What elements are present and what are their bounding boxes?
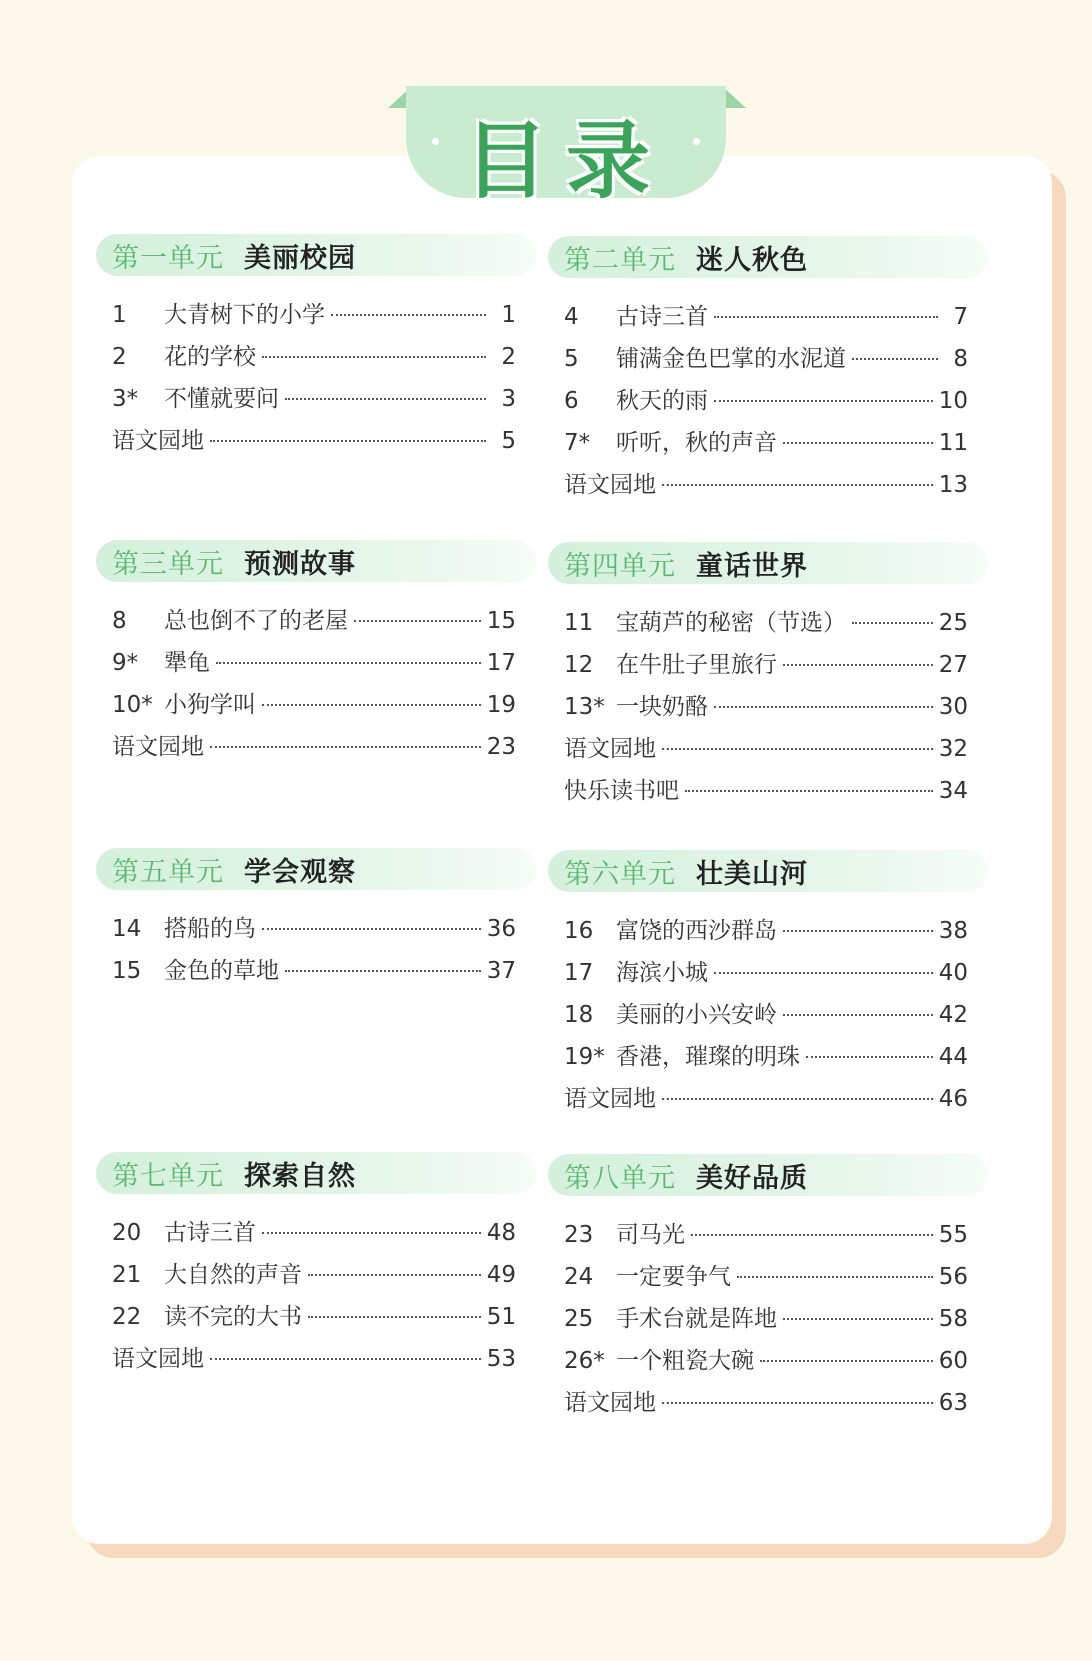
unit-entries (548, 604, 988, 814)
toc-entry (564, 772, 968, 814)
dot-leader (691, 1234, 933, 1236)
page-number: 7 (953, 304, 968, 330)
unit-header (548, 542, 988, 584)
toc-entry (112, 1214, 516, 1256)
unit-name: 迷人秋色 (696, 244, 808, 276)
unit-name: 探索自然 (244, 1160, 356, 1192)
lesson-title: 富饶的西沙群岛 (616, 918, 777, 944)
lesson-number: 17 (564, 960, 594, 986)
unit-name: 美好品质 (696, 1162, 808, 1194)
unit-number: 第六单元 (564, 858, 676, 890)
dot-leader (331, 314, 486, 316)
dot-leader (783, 1318, 933, 1320)
lesson-number: 15 (112, 958, 142, 984)
toc-entry (112, 422, 516, 464)
toc-entry (112, 296, 516, 338)
dot-leader (714, 316, 938, 318)
lesson-number: 13* (564, 694, 605, 720)
page-number: 11 (938, 430, 968, 456)
lesson-title: 一个粗瓷大碗 (616, 1348, 754, 1374)
lesson-title: 语文园地 (112, 428, 204, 454)
dot-leader (737, 1276, 933, 1278)
lesson-title: 大自然的声音 (164, 1262, 302, 1288)
dot-leader (285, 398, 486, 400)
unit-entries (548, 1216, 988, 1426)
dot-leader (210, 1358, 481, 1360)
page-number: 3 (501, 386, 516, 412)
dot-leader (216, 662, 481, 664)
lesson-number: 21 (112, 1262, 142, 1288)
lesson-number: 12 (564, 652, 594, 678)
unit-number: 第二单元 (564, 244, 676, 276)
page-number: 23 (486, 734, 516, 760)
page-number: 55 (938, 1222, 968, 1248)
unit-section (548, 1154, 988, 1426)
page-number: 38 (938, 918, 968, 944)
lesson-title: 美丽的小兴安岭 (616, 1002, 777, 1028)
toc-entry (564, 1300, 968, 1342)
dot-leader (262, 1232, 481, 1234)
dot-leader (783, 664, 933, 666)
unit-number: 第一单元 (112, 242, 224, 274)
toc-entry (564, 1038, 968, 1080)
dot-leader (783, 930, 933, 932)
lesson-title: 古诗三首 (616, 304, 708, 330)
unit-name: 童话世界 (696, 550, 808, 582)
page-number: 19 (486, 692, 516, 718)
page-number: 17 (486, 650, 516, 676)
dot-leader (285, 970, 481, 972)
lesson-title: 香港，璀璨的明珠 (616, 1044, 800, 1070)
toc-entry (564, 466, 968, 508)
unit-section (548, 236, 988, 508)
dot-leader (714, 400, 933, 402)
unit-header (548, 850, 988, 892)
lesson-title: 一块奶酪 (616, 694, 708, 720)
unit-entries (96, 1214, 536, 1382)
lesson-title: 宝葫芦的秘密（节选） (616, 610, 846, 636)
lesson-number: 5 (564, 346, 579, 372)
lesson-title: 快乐读书吧 (564, 778, 679, 804)
unit-name: 美丽校园 (244, 242, 356, 274)
page-number: 53 (486, 1346, 516, 1372)
unit-number: 第七单元 (112, 1160, 224, 1192)
unit-entries (548, 298, 988, 508)
unit-header (548, 236, 988, 278)
lesson-title: 大青树下的小学 (164, 302, 325, 328)
unit-section (96, 540, 536, 770)
lesson-number: 7* (564, 430, 591, 456)
page-number: 42 (938, 1002, 968, 1028)
decorative-dot (693, 138, 700, 145)
dot-leader (662, 1402, 933, 1404)
toc-entry (564, 646, 968, 688)
lesson-title: 语文园地 (564, 472, 656, 498)
toc-entry (112, 1256, 516, 1298)
unit-number: 第五单元 (112, 856, 224, 888)
decorative-dot (432, 138, 439, 145)
toc-entry (564, 1342, 968, 1384)
lesson-title: 语文园地 (112, 734, 204, 760)
dot-leader (262, 928, 481, 930)
toc-entry (564, 604, 968, 646)
title-tab (406, 86, 726, 210)
lesson-title: 铺满金色巴掌的水泥道 (616, 346, 846, 372)
lesson-number: 3* (112, 386, 139, 412)
lesson-number: 24 (564, 1264, 594, 1290)
page-number: 34 (938, 778, 968, 804)
page-title: 目录 (463, 112, 668, 210)
toc-entry (564, 1216, 968, 1258)
dot-leader (662, 1098, 933, 1100)
toc-entry (564, 1384, 968, 1426)
lesson-title: 在牛肚子里旅行 (616, 652, 777, 678)
lesson-number: 9* (112, 650, 139, 676)
lesson-number: 26* (564, 1348, 605, 1374)
toc-entry (112, 338, 516, 380)
lesson-title: 语文园地 (112, 1346, 204, 1372)
unit-section (96, 1152, 536, 1382)
page-number: 60 (938, 1348, 968, 1374)
unit-entries (96, 296, 536, 464)
lesson-title: 一定要争气 (616, 1264, 731, 1290)
page-number: 25 (938, 610, 968, 636)
lesson-number: 1 (112, 302, 127, 328)
lesson-title: 秋天的雨 (616, 388, 708, 414)
dot-leader (210, 746, 481, 748)
lesson-title: 花的学校 (164, 344, 256, 370)
unit-number: 第八单元 (564, 1162, 676, 1194)
unit-number: 第四单元 (564, 550, 676, 582)
unit-header (96, 1152, 536, 1194)
toc-entry (112, 1340, 516, 1382)
unit-header (548, 1154, 988, 1196)
toc-entry (564, 298, 968, 340)
dot-leader (262, 356, 486, 358)
toc-entry (564, 382, 968, 424)
unit-section (96, 234, 536, 464)
unit-section (96, 848, 536, 994)
unit-entries (96, 910, 536, 994)
lesson-number: 8 (112, 608, 127, 634)
toc-entry (564, 1080, 968, 1122)
dot-leader (783, 442, 933, 444)
lesson-number: 20 (112, 1220, 142, 1246)
unit-section (548, 542, 988, 814)
unit-name: 壮美山河 (696, 858, 808, 890)
lesson-title: 搭船的鸟 (164, 916, 256, 942)
toc-entry (112, 910, 516, 952)
lesson-number: 11 (564, 610, 594, 636)
unit-entries (548, 912, 988, 1122)
page-number: 5 (501, 428, 516, 454)
page-number: 40 (938, 960, 968, 986)
toc-entry (564, 340, 968, 382)
unit-name: 学会观察 (244, 856, 356, 888)
page-number: 10 (938, 388, 968, 414)
unit-section (548, 850, 988, 1122)
toc-entry (564, 912, 968, 954)
dot-leader (714, 706, 933, 708)
lesson-number: 25 (564, 1306, 594, 1332)
dot-leader (806, 1056, 933, 1058)
lesson-title: 海滨小城 (616, 960, 708, 986)
page-number: 46 (938, 1086, 968, 1112)
unit-entries (96, 602, 536, 770)
dot-leader (714, 972, 933, 974)
lesson-title: 古诗三首 (164, 1220, 256, 1246)
lesson-title: 语文园地 (564, 736, 656, 762)
toc-entry (112, 952, 516, 994)
lesson-title: 语文园地 (564, 1390, 656, 1416)
lesson-title: 语文园地 (564, 1086, 656, 1112)
lesson-number: 16 (564, 918, 594, 944)
page-number: 27 (938, 652, 968, 678)
lesson-title: 犟龟 (164, 650, 210, 676)
toc-entry (564, 730, 968, 772)
lesson-title: 读不完的大书 (164, 1304, 302, 1330)
page-number: 30 (938, 694, 968, 720)
dot-leader (685, 790, 933, 792)
lesson-number: 23 (564, 1222, 594, 1248)
page-number: 1 (501, 302, 516, 328)
page-number: 13 (938, 472, 968, 498)
page-number: 8 (953, 346, 968, 372)
lesson-number: 6 (564, 388, 579, 414)
lesson-number: 4 (564, 304, 579, 330)
dot-leader (262, 704, 481, 706)
toc-entry (564, 424, 968, 466)
unit-number: 第三单元 (112, 548, 224, 580)
lesson-title: 不懂就要问 (164, 386, 279, 412)
lesson-number: 10* (112, 692, 153, 718)
page-number: 63 (938, 1390, 968, 1416)
unit-header (96, 848, 536, 890)
toc-entry (564, 1258, 968, 1300)
lesson-number: 19* (564, 1044, 605, 1070)
lesson-title: 金色的草地 (164, 958, 279, 984)
page-number: 37 (486, 958, 516, 984)
toc-entry (112, 686, 516, 728)
unit-header (96, 234, 536, 276)
toc-entry (112, 728, 516, 770)
toc-entry (564, 688, 968, 730)
lesson-title: 小狗学叫 (164, 692, 256, 718)
page-number: 49 (486, 1262, 516, 1288)
page-number: 44 (938, 1044, 968, 1070)
lesson-title: 总也倒不了的老屋 (164, 608, 348, 634)
dot-leader (760, 1360, 933, 1362)
lesson-number: 14 (112, 916, 142, 942)
lesson-title: 手术台就是阵地 (616, 1306, 777, 1332)
lesson-number: 22 (112, 1304, 142, 1330)
dot-leader (852, 622, 933, 624)
toc-entry (112, 1298, 516, 1340)
lesson-number: 2 (112, 344, 127, 370)
dot-leader (662, 748, 933, 750)
dot-leader (852, 358, 938, 360)
page-number: 2 (501, 344, 516, 370)
page-number: 32 (938, 736, 968, 762)
dot-leader (783, 1014, 933, 1016)
dot-leader (354, 620, 481, 622)
toc-entry (112, 380, 516, 422)
toc-entry (112, 644, 516, 686)
lesson-title: 听听，秋的声音 (616, 430, 777, 456)
page-number: 15 (486, 608, 516, 634)
page-number: 48 (486, 1220, 516, 1246)
unit-name: 预测故事 (244, 548, 356, 580)
page-number: 36 (486, 916, 516, 942)
toc-entry (564, 996, 968, 1038)
dot-leader (210, 440, 486, 442)
toc-entry (564, 954, 968, 996)
page-number: 56 (938, 1264, 968, 1290)
page-number: 58 (938, 1306, 968, 1332)
unit-header (96, 540, 536, 582)
lesson-title: 司马光 (616, 1222, 685, 1248)
lesson-number: 18 (564, 1002, 594, 1028)
dot-leader (308, 1274, 481, 1276)
dot-leader (662, 484, 933, 486)
toc-entry (112, 602, 516, 644)
dot-leader (308, 1316, 481, 1318)
page-number: 51 (486, 1304, 516, 1330)
